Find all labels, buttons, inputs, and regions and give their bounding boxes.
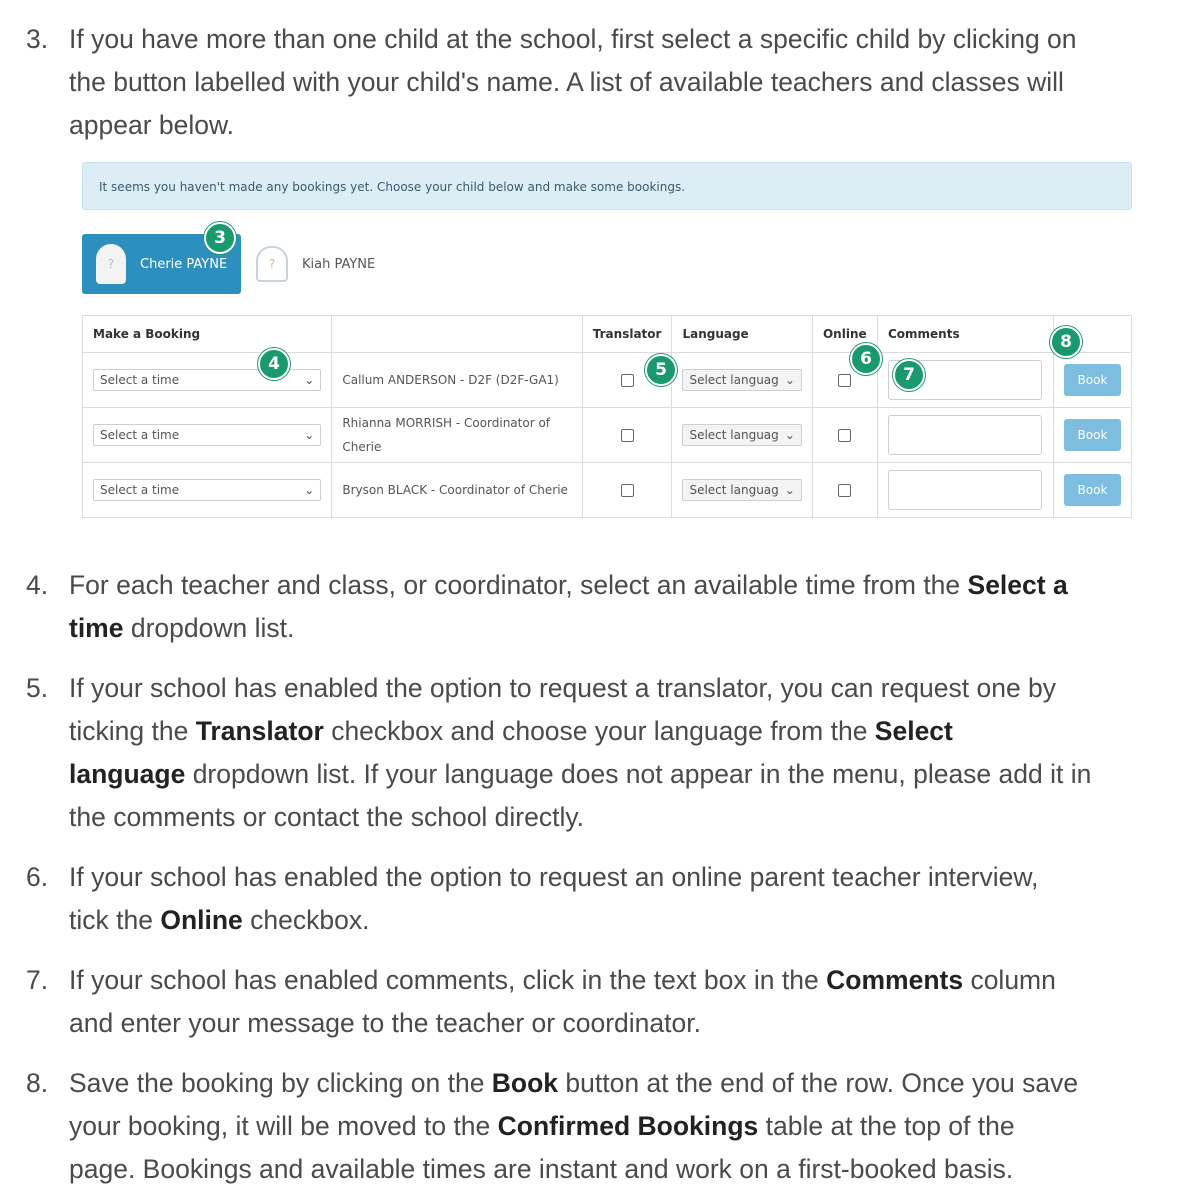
- time-select[interactable]: Select a time ⌄: [93, 369, 321, 391]
- online-checkbox[interactable]: [838, 484, 851, 497]
- table-row: [83, 463, 1132, 518]
- header-translator: Translator: [582, 316, 672, 353]
- chevron-down-icon: ⌄: [304, 428, 315, 442]
- book-button[interactable]: Book: [1064, 419, 1121, 451]
- child-name: Kiah PAYNE: [302, 256, 376, 272]
- translator-checkbox[interactable]: [621, 374, 634, 387]
- language-select[interactable]: Select languag ⌄: [682, 369, 802, 391]
- marker-4: 4: [258, 348, 290, 380]
- marker-7: 7: [893, 359, 925, 391]
- header-teacher: [332, 316, 582, 353]
- chevron-down-icon: ⌄: [304, 373, 315, 387]
- table-header-row: [83, 316, 1132, 353]
- teacher-name: Rhianna MORRISH - Coordinator of Cherie: [332, 408, 582, 463]
- step-number: 5.: [26, 673, 49, 703]
- comments-textarea[interactable]: [888, 415, 1042, 455]
- table-row: [83, 353, 1132, 408]
- step-number: 6.: [26, 862, 49, 892]
- header-language: Language: [672, 316, 813, 353]
- booking-screenshot: [82, 162, 1134, 522]
- step-6: 6. If your school has enabled the option to request an online parent teacher interview, tick the Online checkbox.: [0, 856, 1160, 942]
- online-checkbox[interactable]: [838, 429, 851, 442]
- online-checkbox[interactable]: [838, 374, 851, 387]
- step-5: 5. If your school has enabled the option to request a translator, you can request one by ticking the Translator checkbox and choose your language from the Select language dropdown list. If your language does not appear in the menu, please add it in the comments or contact the school directly.: [0, 667, 1160, 839]
- marker-5: 5: [645, 354, 677, 386]
- marker-6: 6: [850, 343, 882, 375]
- step-line: If you have more than one child at the school, first select a specific child by clicking on: [69, 24, 1077, 54]
- step-3: [0, 18, 1160, 147]
- chevron-down-icon: ⌄: [784, 483, 795, 497]
- step-line: appear below.: [69, 110, 235, 140]
- no-bookings-alert: It seems you haven't made any bookings yet. Choose your child below and make some bookings.: [82, 162, 1132, 210]
- translator-checkbox[interactable]: [621, 429, 634, 442]
- step-8: 8. Save the booking by clicking on the Book button at the end of the row. Once you save your booking, it will be moved to the Confirmed Bookings table at the top of the page. Bookings and available times are instant and work on a first-booked basis.: [0, 1062, 1160, 1191]
- avatar: ?: [96, 244, 126, 284]
- child-name: Cherie PAYNE: [140, 256, 228, 272]
- teacher-name: Bryson BLACK - Coordinator of Cherie: [332, 463, 582, 518]
- language-select[interactable]: Select languag ⌄: [682, 479, 802, 501]
- chevron-down-icon: ⌄: [784, 428, 795, 442]
- step-number: 7.: [26, 965, 49, 995]
- book-button[interactable]: Book: [1064, 474, 1121, 506]
- table-row: [83, 408, 1132, 463]
- step-number: 8.: [26, 1068, 49, 1098]
- step-4: 4. For each teacher and class, or coordinator, select an available time from the Select a time dropdown list.: [0, 564, 1160, 650]
- step-number: 3.: [26, 24, 49, 54]
- time-select[interactable]: Select a time ⌄: [93, 424, 321, 446]
- chevron-down-icon: ⌄: [784, 373, 795, 387]
- book-button[interactable]: Book: [1064, 364, 1121, 396]
- header-comments: Comments: [877, 316, 1053, 353]
- header-make-booking: Make a Booking: [83, 316, 332, 353]
- comments-textarea[interactable]: [888, 470, 1042, 510]
- header-online: Online: [812, 316, 877, 353]
- step-number: 4.: [26, 570, 49, 600]
- booking-table: [82, 315, 1132, 518]
- translator-checkbox[interactable]: [621, 484, 634, 497]
- chevron-down-icon: ⌄: [304, 483, 315, 497]
- child-button-kiah[interactable]: [256, 240, 375, 288]
- avatar: ?: [256, 246, 288, 282]
- step-line: the button labelled with your child's name. A list of available teachers and classes will: [69, 67, 1064, 97]
- marker-8: 8: [1050, 326, 1082, 358]
- marker-3: 3: [204, 222, 236, 254]
- teacher-name: Callum ANDERSON - D2F (D2F-GA1): [332, 353, 582, 408]
- time-select[interactable]: Select a time ⌄: [93, 479, 321, 501]
- step-7: 7. If your school has enabled comments, click in the text box in the Comments column and enter your message to the teacher or coordinator.: [0, 959, 1160, 1045]
- language-select[interactable]: Select languag ⌄: [682, 424, 802, 446]
